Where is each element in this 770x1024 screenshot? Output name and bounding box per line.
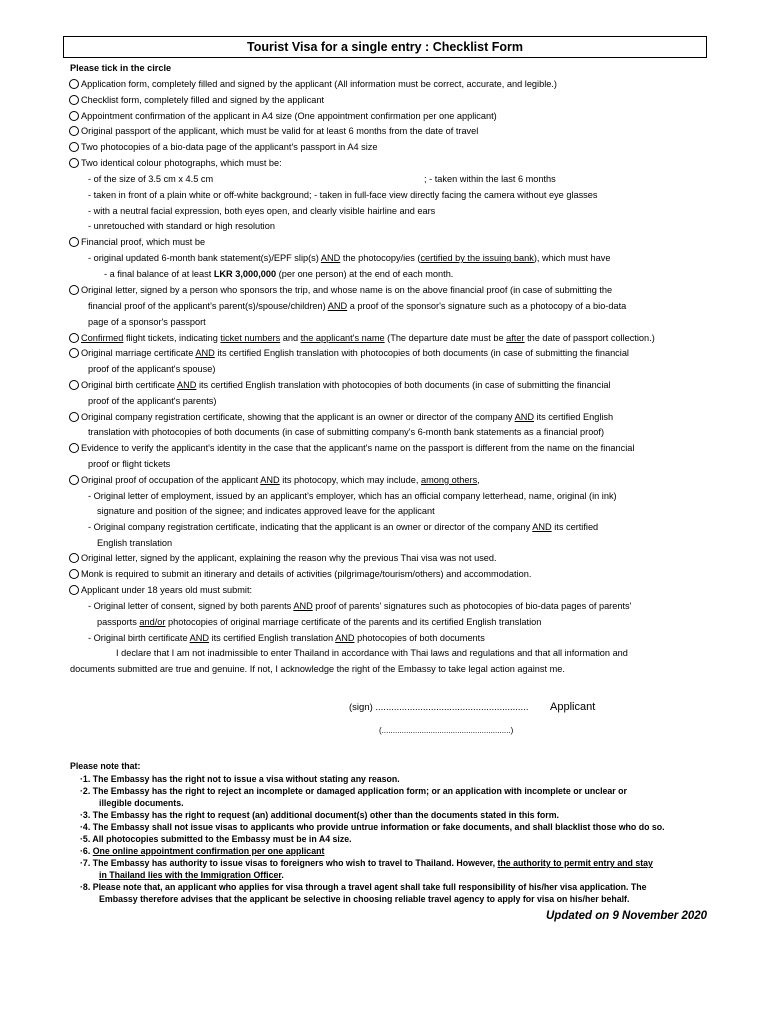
notes-heading: Please note that: <box>70 761 141 771</box>
checkbox-circle[interactable] <box>69 475 79 485</box>
checkbox-circle[interactable] <box>69 443 79 453</box>
note-item: ·7. The Embassy has authority to issue visas to foreigners who wish to travel to Thailand. However, the authority to permit entry and stay <box>80 858 653 868</box>
updated-date: Updated on 9 November 2020 <box>546 910 708 922</box>
checklist-item-sponsor-letter[interactable]: Original letter, signed by a person who sponsors the trip, and whose name is on the above financial proof (in case of submitting the <box>69 284 612 296</box>
checklist-item-appointment[interactable]: Appointment confirmation of the applicant in A4 size (One appointment confirmation per one applicant) <box>69 110 497 122</box>
applicant-label: Applicant <box>550 701 596 713</box>
checkbox-circle[interactable] <box>69 95 79 105</box>
item-continuation: English translation <box>97 538 173 548</box>
photo-requirement: - of the size of 3.5 cm x 4.5 cm <box>88 174 214 184</box>
photo-requirement: - taken in front of a plain white or off-white background; - taken in full-face view directly facing the camera without eye glasses <box>88 190 598 200</box>
checklist-item-birth-certificate[interactable]: Original birth certificate AND its certified English translation with photocopies of both documents (in case of submitting the financial <box>69 379 611 391</box>
checkbox-circle[interactable] <box>69 126 79 136</box>
checklist-item-checklist-form[interactable]: Checklist form, completely filled and signed by the applicant <box>69 94 324 106</box>
occupation-requirement: - Original letter of employment, issued by an applicant's employer, which has an official company letterhead, name, original (in ink) <box>88 491 617 501</box>
item-continuation: passports and/or photocopies of original marriage certificate of the parents and its certified English translation <box>97 617 542 627</box>
checkbox-circle[interactable] <box>69 111 79 121</box>
note-item: illegible documents. <box>99 798 184 808</box>
note-item: ·2. The Embassy has the right to reject an incomplete or damaged application form; or an application with incomplete or unclear or <box>80 786 627 796</box>
checklist-item-photographs[interactable]: Two identical colour photographs, which must be: <box>69 157 282 169</box>
checkbox-circle[interactable] <box>69 348 79 358</box>
checklist-item-minor-applicant[interactable]: Applicant under 18 years old must submit: <box>69 584 252 596</box>
checkbox-circle[interactable] <box>69 569 79 579</box>
checkbox-circle[interactable] <box>69 585 79 595</box>
checkbox-circle[interactable] <box>69 380 79 390</box>
checklist-item-passport-copies[interactable]: Two photocopies of a bio-data page of the applicant's passport in A4 size <box>69 141 377 153</box>
checkbox-circle[interactable] <box>69 553 79 563</box>
checkbox-circle[interactable] <box>69 412 79 422</box>
minor-requirement: - Original letter of consent, signed by both parents AND proof of parents' signatures such as photocopies of bio-data pages of parents' <box>88 601 632 611</box>
checklist-item-financial-proof[interactable]: Financial proof, which must be <box>69 236 205 248</box>
instruction: Please tick in the circle <box>70 63 172 73</box>
photo-requirement: ; - taken within the last 6 months <box>424 174 556 184</box>
item-continuation: page of a sponsor's passport <box>88 317 206 327</box>
checkbox-circle[interactable] <box>69 142 79 152</box>
name-line[interactable]: (..........................................................) <box>379 726 514 735</box>
checklist-item-passport[interactable]: Original passport of the applicant, which must be valid for at least 6 months from the date of travel <box>69 125 478 137</box>
note-item: Embassy therefore advises that the applicant be selective in choosing reliable travel agency to apply for visa on his/her behalf. <box>99 894 630 904</box>
checklist-item-application-form[interactable]: Application form, completely filled and signed by the applicant (All information must be correct, accurate, and legible.) <box>69 78 557 90</box>
item-continuation: proof of the applicant's parents) <box>88 396 217 406</box>
checklist-item-occupation-proof[interactable]: Original proof of occupation of the applicant AND its photocopy, which may include, among others, <box>69 474 480 486</box>
checklist-item-previous-visa-letter[interactable]: Original letter, signed by the applicant, explaining the reason why the previous Thai visa was not used. <box>69 552 497 564</box>
item-continuation: proof of the applicant's spouse) <box>88 364 216 374</box>
checklist-item-marriage-certificate[interactable]: Original marriage certificate AND its certified English translation with photocopies of both documents (in case of submitting the financial <box>69 347 629 359</box>
item-continuation: proof or flight tickets <box>88 459 171 469</box>
item-continuation: financial proof of the applicant's parent(s)/spouse/children) AND a proof of the sponsor's signature such as a photocopy of a bio-data <box>88 301 627 311</box>
signature-line[interactable]: (sign) .......................................................... <box>349 702 529 713</box>
note-item: ·4. The Embassy shall not issue visas to applicants who provide untrue information or fake documents, and shall blacklist those who do so. <box>80 822 665 832</box>
checklist-item-monk-itinerary[interactable]: Monk is required to submit an itinerary and details of activities (pilgrimage/tourism/others) and accommodation. <box>69 568 531 580</box>
photo-requirement: - unretouched with standard or high resolution <box>88 221 275 231</box>
checkbox-circle[interactable] <box>69 158 79 168</box>
declaration-text: I declare that I am not inadmissible to enter Thailand in accordance with Thai laws and regulations and that all information and <box>116 648 628 658</box>
checkbox-circle[interactable] <box>69 237 79 247</box>
checkbox-circle[interactable] <box>69 79 79 89</box>
photo-requirement: - with a neutral facial expression, both eyes open, and clearly visible hairline and ears <box>88 206 436 216</box>
note-item: ·5. All photocopies submitted to the Embassy must be in A4 size. <box>80 834 352 844</box>
checklist-item-identity-evidence[interactable]: Evidence to verify the applicant's identity in the case that the applicant's name on the passport is different from the name on the financial <box>69 442 634 454</box>
financial-requirement: - original updated 6-month bank statement(s)/EPF slip(s) AND the photocopy/ies (certified by the issuing bank), which must have <box>88 253 611 263</box>
minor-requirement: - Original birth certificate AND its certified English translation AND photocopies of both documents <box>88 633 485 643</box>
note-item: in Thailand lies with the Immigration Officer. <box>99 870 284 880</box>
note-item: ·6. One online appointment confirmation per one applicant <box>80 846 325 856</box>
checkbox-circle[interactable] <box>69 285 79 295</box>
occupation-requirement: - Original company registration certificate, indicating that the applicant is an owner or director of the company AND its certified <box>88 522 599 532</box>
note-item: ·1. The Embassy has the right not to issue a visa without stating any reason. <box>80 774 400 784</box>
note-item: ·3. The Embassy has the right to request (an) additional document(s) other than the documents stated in this form. <box>80 810 559 820</box>
checkbox-circle[interactable] <box>69 333 79 343</box>
item-continuation: translation with photocopies of both documents (in case of submitting company's 6-month bank statements as a financial proof) <box>88 427 605 437</box>
item-continuation: signature and position of the signee; and indicates approved leave for the applicant <box>97 506 435 516</box>
note-item: ·8. Please note that, an applicant who applies for visa through a travel agent shall take full responsibility of his/her visa application. The <box>80 882 647 892</box>
checklist-item-company-registration[interactable]: Original company registration certificate, showing that the applicant is an owner or director of the company AND its certified English <box>69 411 613 423</box>
financial-requirement: - a final balance of at least LKR 3,000,000 (per one person) at the end of each month. <box>104 269 454 279</box>
declaration-text: documents submitted are true and genuine. If not, I acknowledge the right of the Embassy to take legal action against me. <box>70 664 565 674</box>
checklist-item-flight-tickets[interactable]: Confirmed flight tickets, indicating ticket numbers and the applicant's name (The departure date must be after the date of passport collection.) <box>69 332 655 344</box>
form-title: Tourist Visa for a single entry : Checklist Form <box>63 36 707 58</box>
